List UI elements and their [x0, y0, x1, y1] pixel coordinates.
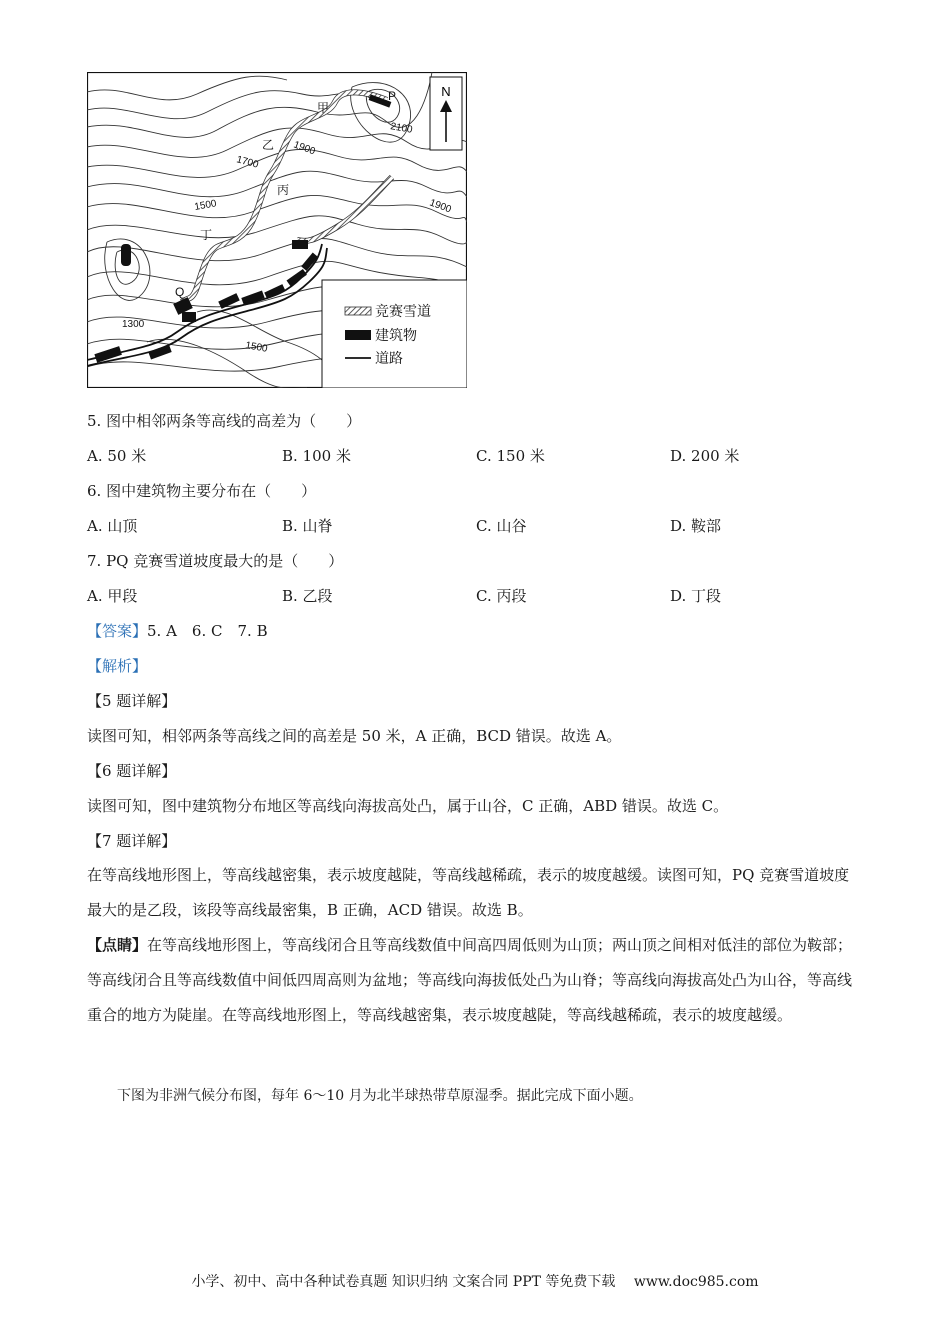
analysis-tag-text: 【解析】 — [87, 657, 148, 675]
contour-label-1900b: 1900 — [427, 197, 453, 216]
answer-text: 5. A 6. C 7. B — [147, 622, 268, 640]
q5-option-c: C. 150 米 — [476, 447, 545, 465]
label-bing: 丙 — [277, 183, 290, 197]
contour-label-1500b: 1500 — [244, 340, 269, 355]
q5-option-a: A. 50 米 — [87, 447, 147, 465]
detail-6-text: 读图可知，图中建筑物分布地区等高线向海拔高处凸，属于山谷，C 正确，ABD 错误。故选 C。 — [87, 797, 729, 815]
answer-line — [87, 620, 268, 641]
legend-road: 道路 — [375, 350, 403, 366]
q5-option-b: B. 100 米 — [282, 447, 351, 465]
label-q: Q — [175, 285, 185, 299]
detail-6-tag: 【6 题详解】 — [87, 762, 177, 780]
label-jia: 甲 — [317, 101, 330, 115]
detail-7-text: 在等高线地形图上，等高线越密集，表示坡度越陡，等高线越稀疏，表示的坡度越缓。读图可知，PQ 竞赛雪道坡度最大的是乙段，该段等高线最密集，B 正确，ACD 错误。故选 B。 — [87, 866, 850, 919]
legend-ski-run: 竞赛雪道 — [375, 303, 431, 319]
intro-text: 下图为非洲气候分布图，每年 6～10 月为北半球热带草原湿季。据此完成下面小题。 — [117, 1088, 643, 1104]
answer-tag: 【答案】 — [87, 622, 148, 640]
north-label: N — [441, 84, 451, 99]
q7-option-a: A. 甲段 — [87, 587, 138, 605]
contour-label-1300: 1300 — [122, 319, 145, 330]
q6-option-a: A. 山顶 — [87, 517, 138, 535]
analysis-tag — [87, 655, 147, 676]
detail-5-tag: 【5 题详解】 — [87, 692, 177, 710]
label-ding: 丁 — [200, 228, 213, 242]
q7-stem: 7. PQ 竞赛雪道坡度最大的是（ ） — [87, 552, 344, 570]
contour-label-1700: 1700 — [235, 154, 260, 171]
q7-option-d: D. 丁段 — [670, 587, 722, 605]
footer-text: 小学、初中、高中各种试卷真题 知识归纳 文案合同 PPT 等免费下载 www.doc985.com — [191, 1274, 759, 1290]
q7-option-c: C. 丙段 — [476, 587, 527, 605]
label-p: P — [388, 89, 397, 103]
contour-label-2100: 2100 — [389, 121, 414, 136]
q6-stem: 6. 图中建筑物主要分布在（ ） — [87, 482, 317, 500]
contour-map — [87, 72, 467, 388]
tip-paragraph — [87, 928, 862, 1033]
q6-option-b: B. 山脊 — [282, 517, 333, 535]
label-yi: 乙 — [262, 138, 275, 152]
contour-label-1900a: 1900 — [291, 139, 317, 158]
q5-stem: 5. 图中相邻两条等高线的高差为（ ） — [87, 412, 362, 430]
q5-option-d: D. 200 米 — [670, 447, 740, 465]
contour-label-1500a: 1500 — [193, 198, 218, 213]
tip-text: 在等高线地形图上，等高线闭合且等高线数值中间高四周低则为山顶；两山顶之间相对低洼的部位为鞍部；等高线闭合且等高线数值中间低四周高则为盆地；等高线向海拔低处凸为山脊；等高线向海拔高处凸为山谷，等高线重合的地方为陡崖。在等高线地形图上，等高线越密集，表示坡度越陡，等高线越稀疏，表示的坡度越缓。 — [87, 936, 853, 1024]
detail-5-text: 读图可知，相邻两条等高线之间的高差是 50 米，A 正确，BCD 错误。故选 A。 — [87, 727, 622, 745]
detail-7-tag: 【7 题详解】 — [87, 832, 177, 850]
q6-option-c: C. 山谷 — [476, 517, 527, 535]
legend-building: 建筑物 — [375, 327, 417, 343]
tip-tag: 【点睛】 — [87, 936, 148, 954]
q6-option-d: D. 鞍部 — [670, 517, 722, 535]
q7-option-b: B. 乙段 — [282, 587, 333, 605]
